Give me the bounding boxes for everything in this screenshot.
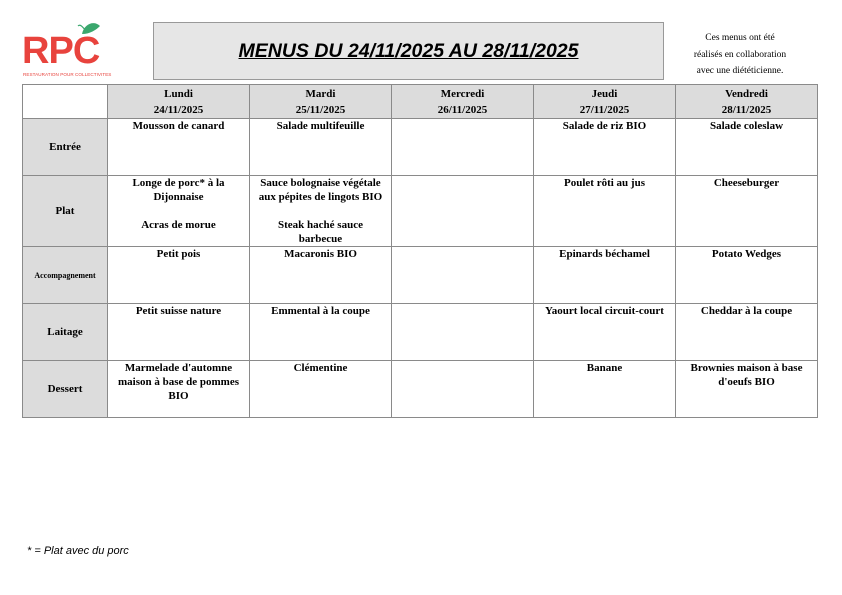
menu-cell: [250, 304, 392, 361]
menu-cell: [392, 304, 534, 361]
menu-cell: [108, 176, 250, 247]
logo-text: [22, 29, 99, 73]
dish-line: Sauce bolognaise végétale: [260, 177, 381, 189]
dish-line: barbecue: [298, 233, 343, 245]
header-corner: [23, 85, 108, 119]
menu-cell: [250, 361, 392, 418]
menu-row-laitage: [23, 304, 818, 361]
row-label: Accompagnement: [23, 247, 108, 304]
day-date: 24/11/2025: [153, 103, 204, 116]
logo-letter-c: C: [72, 30, 100, 72]
row-label: Dessert: [23, 361, 108, 418]
dish-line: Cheeseburger: [713, 177, 780, 189]
menu-cell: [534, 119, 676, 176]
menu-cell: [392, 119, 534, 176]
footnote: * = Plat avec du porc: [27, 545, 129, 557]
dish-line: Cheddar à la coupe: [700, 305, 793, 317]
dish-line: Brownies maison à base: [690, 362, 803, 374]
day-name: Mardi: [305, 87, 336, 100]
menu-cell: [676, 247, 818, 304]
dish-line: Longe de porc* à la: [132, 177, 225, 189]
menu-row-dessert: [23, 361, 818, 418]
dish-line: BIO: [168, 390, 189, 402]
line-gap: [250, 204, 391, 218]
menu-cell: [676, 304, 818, 361]
dish-line: Salade multifeuille: [276, 120, 365, 132]
day-date: 28/11/2025: [721, 103, 772, 116]
dish-line: aux pépites de lingots BIO: [258, 191, 383, 203]
dish-line: Poulet rôti au jus: [564, 177, 645, 189]
dish-line: Petit pois: [156, 248, 201, 260]
menu-table: [22, 84, 818, 418]
day-name: Mercredi: [440, 87, 485, 100]
day-date: 25/11/2025: [295, 103, 346, 116]
row-label: Laitage: [23, 304, 108, 361]
menu-cell: [392, 247, 534, 304]
menu-cell: [392, 176, 534, 247]
dish-line: d'oeufs BIO: [718, 376, 775, 388]
dish-line: Potato Wedges: [711, 248, 782, 260]
dish-line: Banane: [586, 362, 623, 374]
page-title: MENUS DU 24/11/2025 AU 28/11/2025: [238, 39, 579, 62]
day-header-mercredi: [392, 85, 534, 119]
menu-cell: [108, 361, 250, 418]
day-name: Jeudi: [591, 87, 618, 100]
menu-cell: [534, 361, 676, 418]
menu-row-entrée: [23, 119, 818, 176]
dish-line: Clémentine: [293, 362, 348, 374]
rpc-logo: [22, 20, 110, 82]
menu-row-plat: [23, 176, 818, 247]
menu-cell: [676, 119, 818, 176]
note-line: avec une diététicienne.: [696, 66, 784, 76]
dish-line: Yaourt local circuit-court: [545, 305, 664, 317]
menu-cell: [250, 247, 392, 304]
title-box: [153, 22, 664, 80]
dish-line: Epinards béchamel: [559, 248, 650, 260]
day-header-mardi: [250, 85, 392, 119]
dish-line: Acras de morue: [141, 219, 216, 231]
dish-line: Macaronis BIO: [284, 248, 357, 260]
dish-line: Petit suisse nature: [135, 305, 222, 317]
dish-line: Salade de riz BIO: [562, 120, 647, 132]
dish-line: Marmelade d'automne: [124, 362, 233, 374]
dish-line: maison à base de pommes: [117, 376, 239, 388]
note-line: Ces menus ont été: [705, 33, 775, 43]
day-header-jeudi: [534, 85, 676, 119]
menu-row-accompagnement: [23, 247, 818, 304]
day-header-lundi: [108, 85, 250, 119]
logo-subtitle: RESTAURATION POUR COLLECTIVITES: [23, 72, 112, 77]
menu-cell: [534, 247, 676, 304]
dietitian-note: [680, 30, 800, 80]
logo-letter-r: R: [22, 30, 49, 72]
day-date: 27/11/2025: [579, 103, 630, 116]
menu-cell: [534, 176, 676, 247]
dish-line: Dijonnaise: [153, 191, 204, 203]
menu-cell: [534, 304, 676, 361]
menu-cell: [108, 119, 250, 176]
dish-line: Salade coleslaw: [709, 120, 784, 132]
line-gap: [108, 204, 249, 218]
menu-cell: [250, 176, 392, 247]
menu-cell: [676, 361, 818, 418]
day-date: 26/11/2025: [437, 103, 488, 116]
day-name: Lundi: [164, 87, 193, 100]
menu-cell: [250, 119, 392, 176]
menu-cell: [108, 304, 250, 361]
menu-cell: [392, 361, 534, 418]
days-header-row: [23, 85, 818, 119]
row-label: Entrée: [23, 119, 108, 176]
dish-line: Emmental à la coupe: [271, 305, 370, 317]
menu-cell: [108, 247, 250, 304]
day-header-vendredi: [676, 85, 818, 119]
logo-letter-p: P: [48, 30, 73, 72]
menu-cell: [676, 176, 818, 247]
dish-line: Steak haché sauce: [278, 219, 363, 231]
note-line: réalisés en collaboration: [693, 49, 787, 60]
dish-line: Mousson de canard: [132, 120, 225, 132]
row-label: Plat: [23, 176, 108, 247]
day-name: Vendredi: [725, 87, 768, 100]
